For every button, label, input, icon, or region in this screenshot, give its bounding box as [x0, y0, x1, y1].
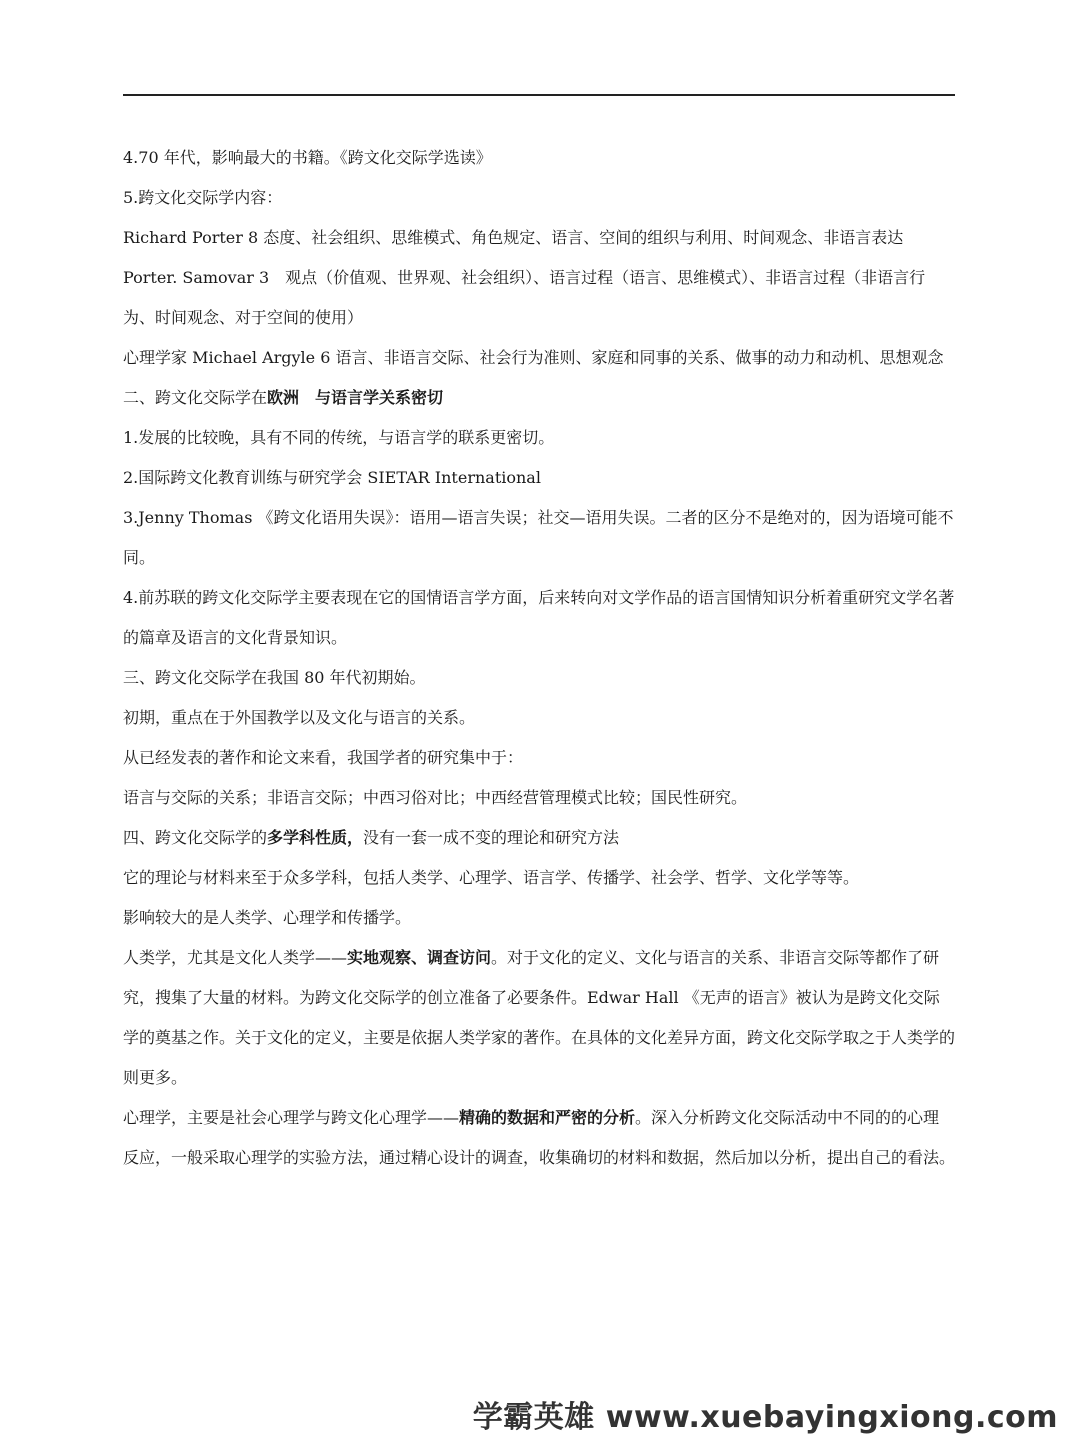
paragraph-2: 5.跨文化交际学内容：	[123, 188, 283, 207]
paragraph-psychology: 心理学，主要是社会心理学与跨文化心理学——精确的数据和严密的分析。深入分析跨文化交际活动中不同的的心理反应，一般采取心理学的实验方法，通过精心设计的调查，收集确切的材料和数据，然后加以分析，提出自己的看法。	[123, 1108, 956, 1167]
header-rule	[123, 94, 955, 96]
section-heading-multidisciplinary: 四、跨文化交际学的多学科性质，没有一套一成不变的理论和研究方法	[123, 828, 620, 847]
paragraph-7: 1.发展的比较晚，具有不同的传统，与语言学的联系更密切。	[123, 428, 555, 447]
paragraph-17: 影响较大的是人类学、心理学和传播学。	[123, 908, 412, 927]
paragraph-5: 心理学家 Michael Argyle 6 语言、非语言交际、社会行为准则、家庭和同事的关系、做事的动力和动机、思想观念	[123, 348, 944, 367]
paragraph-1: 4.70 年代，影响最大的书籍。《跨文化交际学选读》	[123, 148, 492, 167]
section-heading-europe: 二、跨文化交际学在欧洲 与语言学关系密切	[123, 388, 444, 407]
paragraph-14: 语言与交际的关系；非语言交际；中西习俗对比；中西经营管理模式比较；国民性研究。	[123, 788, 748, 807]
paragraph-12: 初期，重点在于外国教学以及文化与语言的关系。	[123, 708, 476, 727]
paragraph-anthropology: 人类学，尤其是文化人类学——实地观察、调查访问。对于文化的定义、文化与语言的关系、非语言交际等都作了研究，搜集了大量的材料。为跨文化交际学的创立准备了必要条件。Edwar Hall 《无声的语言》被认为是跨文化交际学的奠基之作。关于文化的定义，主要是依据人类学家的著作。在具体的文化差异方面，跨文化交际学取之于人类学的则更多。	[123, 948, 956, 1087]
section-heading-china: 三、跨文化交际学在我国 80 年代初期始。	[123, 668, 426, 687]
paragraph-13: 从已经发表的著作和论文来看，我国学者的研究集中于：	[123, 748, 524, 767]
watermark: 学霸英雄 www.xuebayingxiong.com	[472, 1400, 1058, 1435]
paragraph-16: 它的理论与材料来至于众多学科，包括人类学、心理学、语言学、传播学、社会学、哲学、文化学等等。	[123, 868, 860, 887]
document-body	[123, 138, 955, 1178]
paragraph-9: 3.Jenny Thomas 《跨文化语用失误》：语用—语言失误；社交—语用失误。二者的区分不是绝对的，因为语境可能不同。	[123, 508, 954, 567]
paragraph-10: 4.前苏联的跨文化交际学主要表现在它的国情语言学方面，后来转向对文学作品的语言国情知识分析着重研究文学名著的篇章及语言的文化背景知识。	[123, 588, 955, 647]
paragraph-8: 2.国际跨文化教育训练与研究学会 SIETAR International	[123, 468, 541, 487]
paragraph-3: Richard Porter 8 态度、社会组织、思维模式、角色规定、语言、空间的组织与利用、时间观念、非语言表达	[123, 228, 904, 247]
paragraph-4: Porter. Samovar 3 观点（价值观、世界观、社会组织）、语言过程（语言、思维模式）、非语言过程（非语言行为、时间观念、对于空间的使用）	[123, 268, 926, 327]
